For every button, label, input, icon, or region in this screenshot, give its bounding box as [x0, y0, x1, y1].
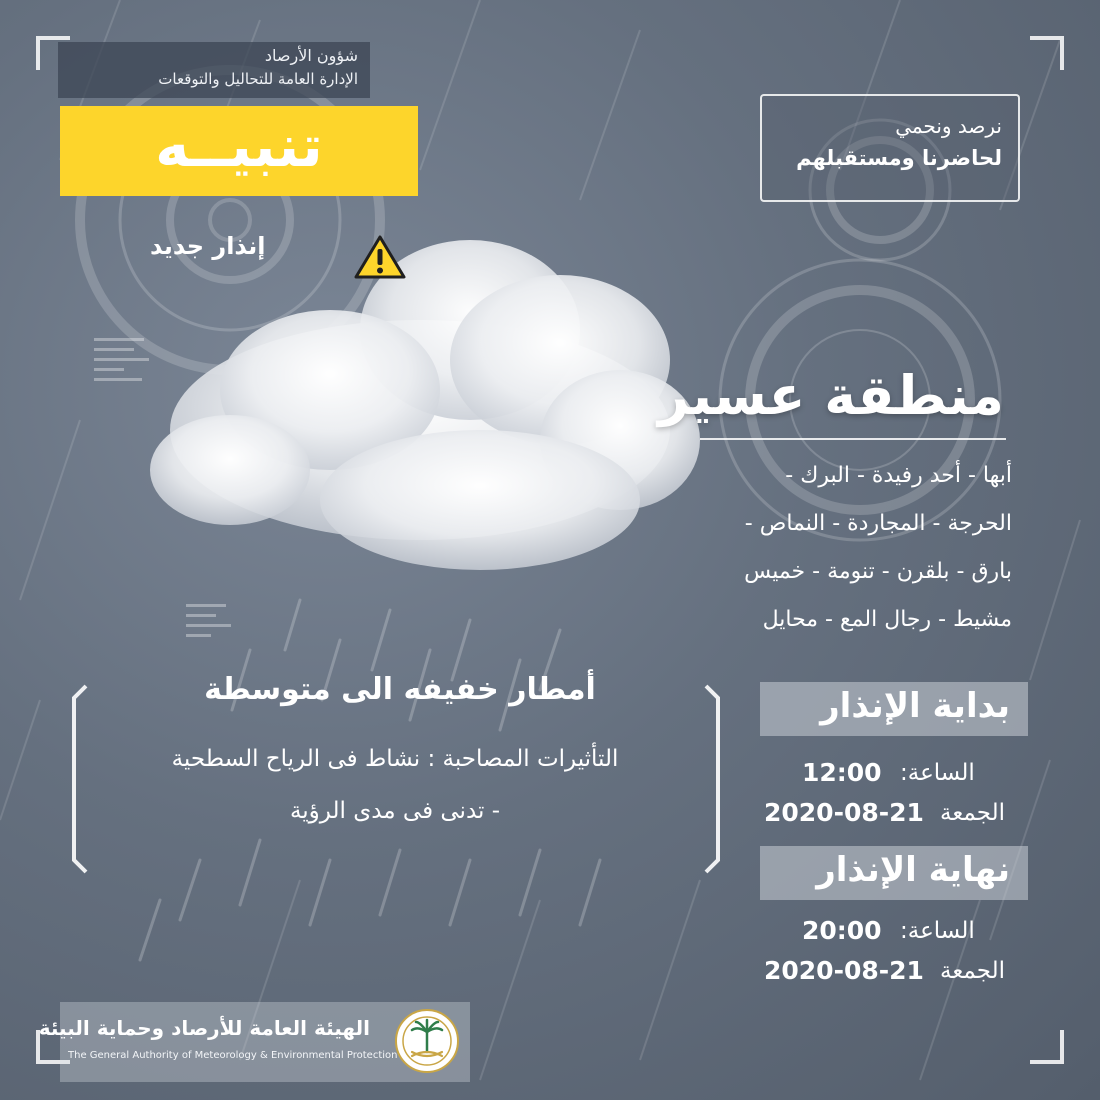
end-time-label: الساعة: — [900, 918, 975, 944]
department-box — [58, 42, 370, 98]
slogan-line-2: لحاضرنا ومستقبلهم — [796, 146, 1002, 170]
end-time: 20:00 — [802, 916, 882, 945]
department-name: شؤون الأرصاد — [264, 46, 358, 65]
new-warning-label: إنذار جديد — [150, 232, 266, 260]
cities-line: بارق - بلقرن - تنومة - خميس — [744, 559, 1012, 584]
cities-line: الحرجة - المجاردة - النماص - — [744, 511, 1012, 536]
alert-title: تنبيــه — [155, 112, 323, 180]
cities-list — [672, 452, 1012, 644]
end-warning-label: نهاية الإنذار — [816, 850, 1010, 890]
warning-triangle-icon — [354, 234, 406, 280]
cities-line: مشيط - رجال المع - محايل — [762, 607, 1012, 632]
organization-name-arabic: الهيئة العامة للأرصاد وحماية البيئة — [38, 1016, 370, 1040]
start-warning-header — [760, 682, 1028, 736]
weather-effects-line-2: - تدنى فى مدى الرؤية — [289, 798, 501, 824]
region-divider — [700, 438, 1006, 440]
sub-department-name: الإدارة العامة للتحاليل والتوقعات — [158, 70, 358, 88]
slogan-box — [760, 94, 1020, 202]
palm-swords-logo-icon — [394, 1008, 460, 1074]
weather-title: أمطار خفيفه الى متوسطة — [204, 672, 596, 707]
end-warning-header — [760, 846, 1028, 900]
start-date: 2020-08-21 — [764, 798, 924, 827]
end-day-label: الجمعة — [940, 958, 1005, 984]
start-time-label: الساعة: — [900, 760, 975, 786]
region-title: منطقة عسير — [658, 364, 1004, 427]
start-warning-label: بداية الإنذار — [820, 686, 1010, 726]
start-day-label: الجمعة — [940, 800, 1005, 826]
alert-banner — [60, 106, 418, 196]
cloud-illustration — [150, 240, 700, 570]
cities-line: أبها - أحد رفيدة - البرك - — [785, 463, 1012, 488]
end-date: 2020-08-21 — [764, 956, 924, 985]
footer-organization — [38, 1002, 470, 1082]
organization-name-english: The General Authority of Meteorology & Environmental Protection — [68, 1050, 398, 1061]
slogan-line-1: نرصد ونحمي — [895, 114, 1002, 138]
weather-effects-line-1: التأثيرات المصاحبة : نشاط فى الرياح السطحية — [171, 746, 619, 772]
start-time: 12:00 — [802, 758, 882, 787]
